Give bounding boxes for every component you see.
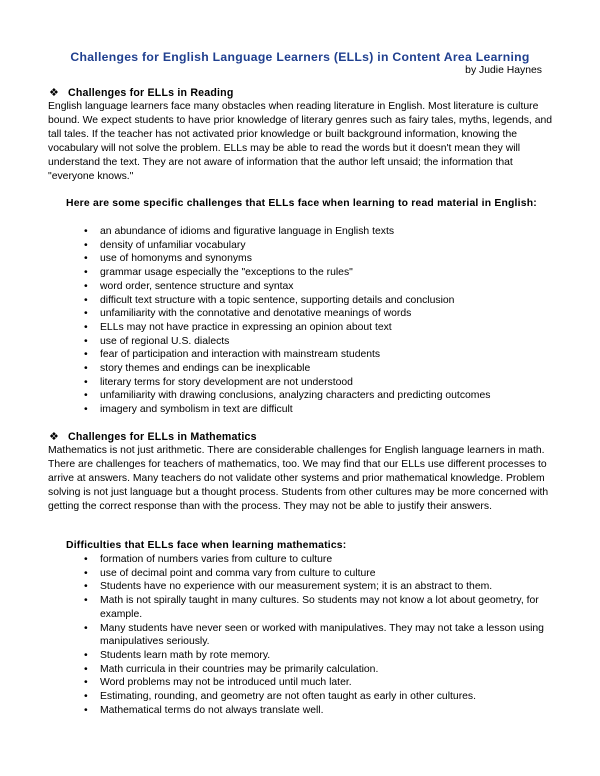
reading-heading-text: Challenges for ELLs in Reading	[68, 86, 234, 99]
list-item: • Many students have never seen or worked with manipulatives. They may not take a lesson using manipulatives seriously.	[84, 622, 560, 649]
diamond-bullet-icon: ❖	[48, 431, 60, 443]
list-item: • Word problems may not be introduced until much later.	[84, 676, 560, 690]
list-item: • density of unfamiliar vocabulary	[84, 239, 560, 253]
list-item: • unfamiliarity with drawing conclusions, analyzing characters and predicting outcomes	[84, 389, 560, 403]
list-item: • literary terms for story development are not understood	[84, 376, 560, 390]
list-item: • ELLs may not have practice in expressing an opinion about text	[84, 321, 560, 335]
list-item: • unfamiliarity with the connotative and denotative meanings of words	[84, 307, 560, 321]
list-item: • fear of participation and interaction with mainstream students	[84, 348, 560, 362]
list-item: • use of regional U.S. dialects	[84, 335, 560, 349]
list-item: • Students have no experience with our measurement system; it is an abstract to them.	[84, 580, 560, 594]
reading-paragraph: English language learners face many obstacles when reading literature in English. Most literature is culture bound. We expect students to have prior knowledge of literary genres such as fairy tales, myths, legends, and tall tales. If the teacher has not activated prior knowledge or built background information, knowing the vocabulary will not solve the problem. ELLs may be able to read the words but it doesn't mean they will understand the text. They are not aware of information that the author left unsaid; the information that "everyone knows."	[48, 101, 553, 182]
list-item: • word order, sentence structure and syntax	[84, 280, 560, 294]
list-item: • an abundance of idioms and figurative language in English texts	[84, 225, 560, 239]
list-item: • Mathematical terms do not always translate well.	[84, 704, 560, 718]
list-item: • difficult text structure with a topic sentence, supporting details and conclusion	[84, 294, 560, 308]
math-subheading: Difficulties that ELLs face when learning mathematics:	[66, 540, 347, 551]
list-item: • imagery and symbolism in text are difficult	[84, 403, 560, 417]
math-paragraph: Mathematics is not just arithmetic. There are considerable challenges for English language learners in math. There are challenges for teachers of mathematics, too. We may find that our ELLs use different processes to arrive at answers. Many teachers do not validate other systems and prior mathematical knowledge. Problem solving is not just language but a thought process. Students from other cultures may be more concerned with getting the correct response than with the process. They may not be able to justify their answers.	[48, 445, 549, 512]
math-section-heading	[48, 430, 257, 443]
list-item: • Math curricula in their countries may be primarily calculation.	[84, 663, 560, 677]
list-item: • Students learn math by rote memory.	[84, 649, 560, 663]
list-item: • story themes and endings can be inexplicable	[84, 362, 560, 376]
document-title: Challenges for English Language Learners (ELLs) in Content Area Learning	[70, 50, 530, 64]
reading-challenges-list	[84, 225, 560, 417]
list-item: • use of homonyms and synonyms	[84, 252, 560, 266]
reading-subheading: Here are some specific challenges that ELLs face when learning to read material in English:	[66, 198, 537, 209]
math-heading-text: Challenges for ELLs in Mathematics	[68, 430, 257, 443]
math-difficulties-list	[84, 553, 560, 717]
author-byline: by Judie Haynes	[465, 65, 542, 76]
reading-section-heading	[48, 86, 234, 99]
diamond-bullet-icon: ❖	[48, 87, 60, 99]
list-item: • grammar usage especially the "exceptions to the rules"	[84, 266, 560, 280]
list-item: • use of decimal point and comma vary from culture to culture	[84, 567, 560, 581]
list-item: • Math is not spirally taught in many cultures. So students may not know a lot about geometry, for example.	[84, 594, 560, 621]
list-item: • Estimating, rounding, and geometry are not often taught as early in other cultures.	[84, 690, 560, 704]
list-item: • formation of numbers varies from culture to culture	[84, 553, 560, 567]
